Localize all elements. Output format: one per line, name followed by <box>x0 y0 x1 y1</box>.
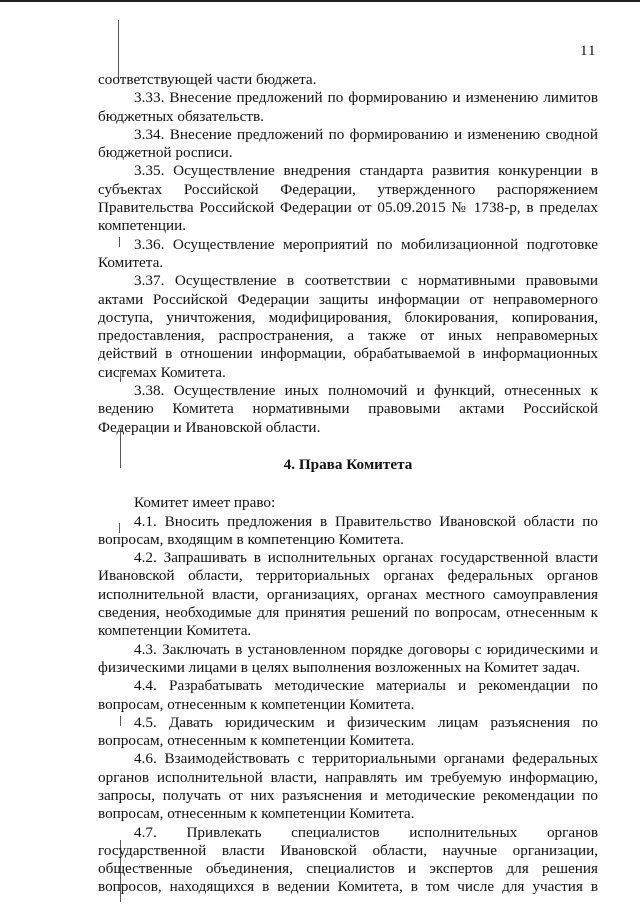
paragraph-4-4: 4.4. Разрабатывать методические материалы и рекомендации по вопросам, отнесенным к компетенции Комитета. <box>98 677 598 713</box>
top-border-line <box>0 0 640 2</box>
paragraph-3-35: 3.35. Осуществление внедрения стандарта развития конкуренции в субъектах Российской Федерации, утвержденного распоряжением Правительства Российской Федерации от 05.09.2015 № 1738-р, в пределах компетенции. <box>98 162 598 235</box>
paragraph-4-2: 4.2. Запрашивать в исполнительных органах государственной власти Ивановской области, территориальных органах федеральных органов исполнительной власти, организациях, органах местного самоуправления сведения, необходимые для принятия решений по вопросам, отнесенным к компетенции Комитета. <box>98 549 598 640</box>
paragraph-intro: Комитет имеет право: <box>134 494 276 512</box>
paragraph-continuation: соответствующей части бюджета. <box>98 71 317 88</box>
page-number: 11 <box>580 43 597 59</box>
section-heading: 4. Права Комитета <box>283 455 413 473</box>
paragraph-3-36: 3.36. Осуществление мероприятий по мобилизационной подготовке Комитета. <box>98 235 598 271</box>
paragraph-3-34: 3.34. Внесение предложений по формированию и изменению сводной бюджетной росписи. <box>98 125 598 162</box>
paragraph-3-33: 3.33. Внесение предложений по формированию и изменению лимитов бюджетных обязательств. <box>98 89 598 125</box>
paragraph-4-7: 4.7. Привлекать специалистов исполнительных органов государственной власти Ивановской области, научные организации, общественные объединения, специалистов и экспертов для решения вопросов, находящихся в ведении Комитета, в том числе для участия в <box>98 823 598 896</box>
paragraph-4-3: 4.3. Заключать в установленном порядке договоры с юридическими и физическими лицами в целях выполнения возложенных на Комитет задач. <box>98 640 598 676</box>
paragraph-4-6: 4.6. Взаимодействовать с территориальными органами федеральных органов исполнительной власти, направлять им требуемую информацию, запросы, получать от них разъяснения и методические рекомендации по вопросам, отнесенным к компетенции Комитета. <box>98 750 598 823</box>
paragraph-4-1: 4.1. Вносить предложения в Правительство Ивановской области по вопросам, входящим в компетенцию Комитета. <box>98 512 598 548</box>
paragraph-4-5: 4.5. Давать юридическим и физическим лицам разъяснения по вопросам, отнесенным к компетенции Комитета. <box>98 713 598 750</box>
paragraph-3-38: 3.38. Осуществление иных полномочий и функций, отнесенных к ведению Комитета нормативными правовыми актами Российской Федерации и Ивановской области. <box>98 382 598 436</box>
paragraph-3-37: 3.37. Осуществление в соответствии с нормативными правовыми актами Российской Федерации защиты информации от неправомерного доступа, уничтожения, модифицирования, блокирования, копирования, предоставления, распространения, а также от иных неправомерных действий в отношении информации, обрабатываемой в информационных системах Комитета. <box>98 272 598 381</box>
document-body <box>98 71 598 897</box>
